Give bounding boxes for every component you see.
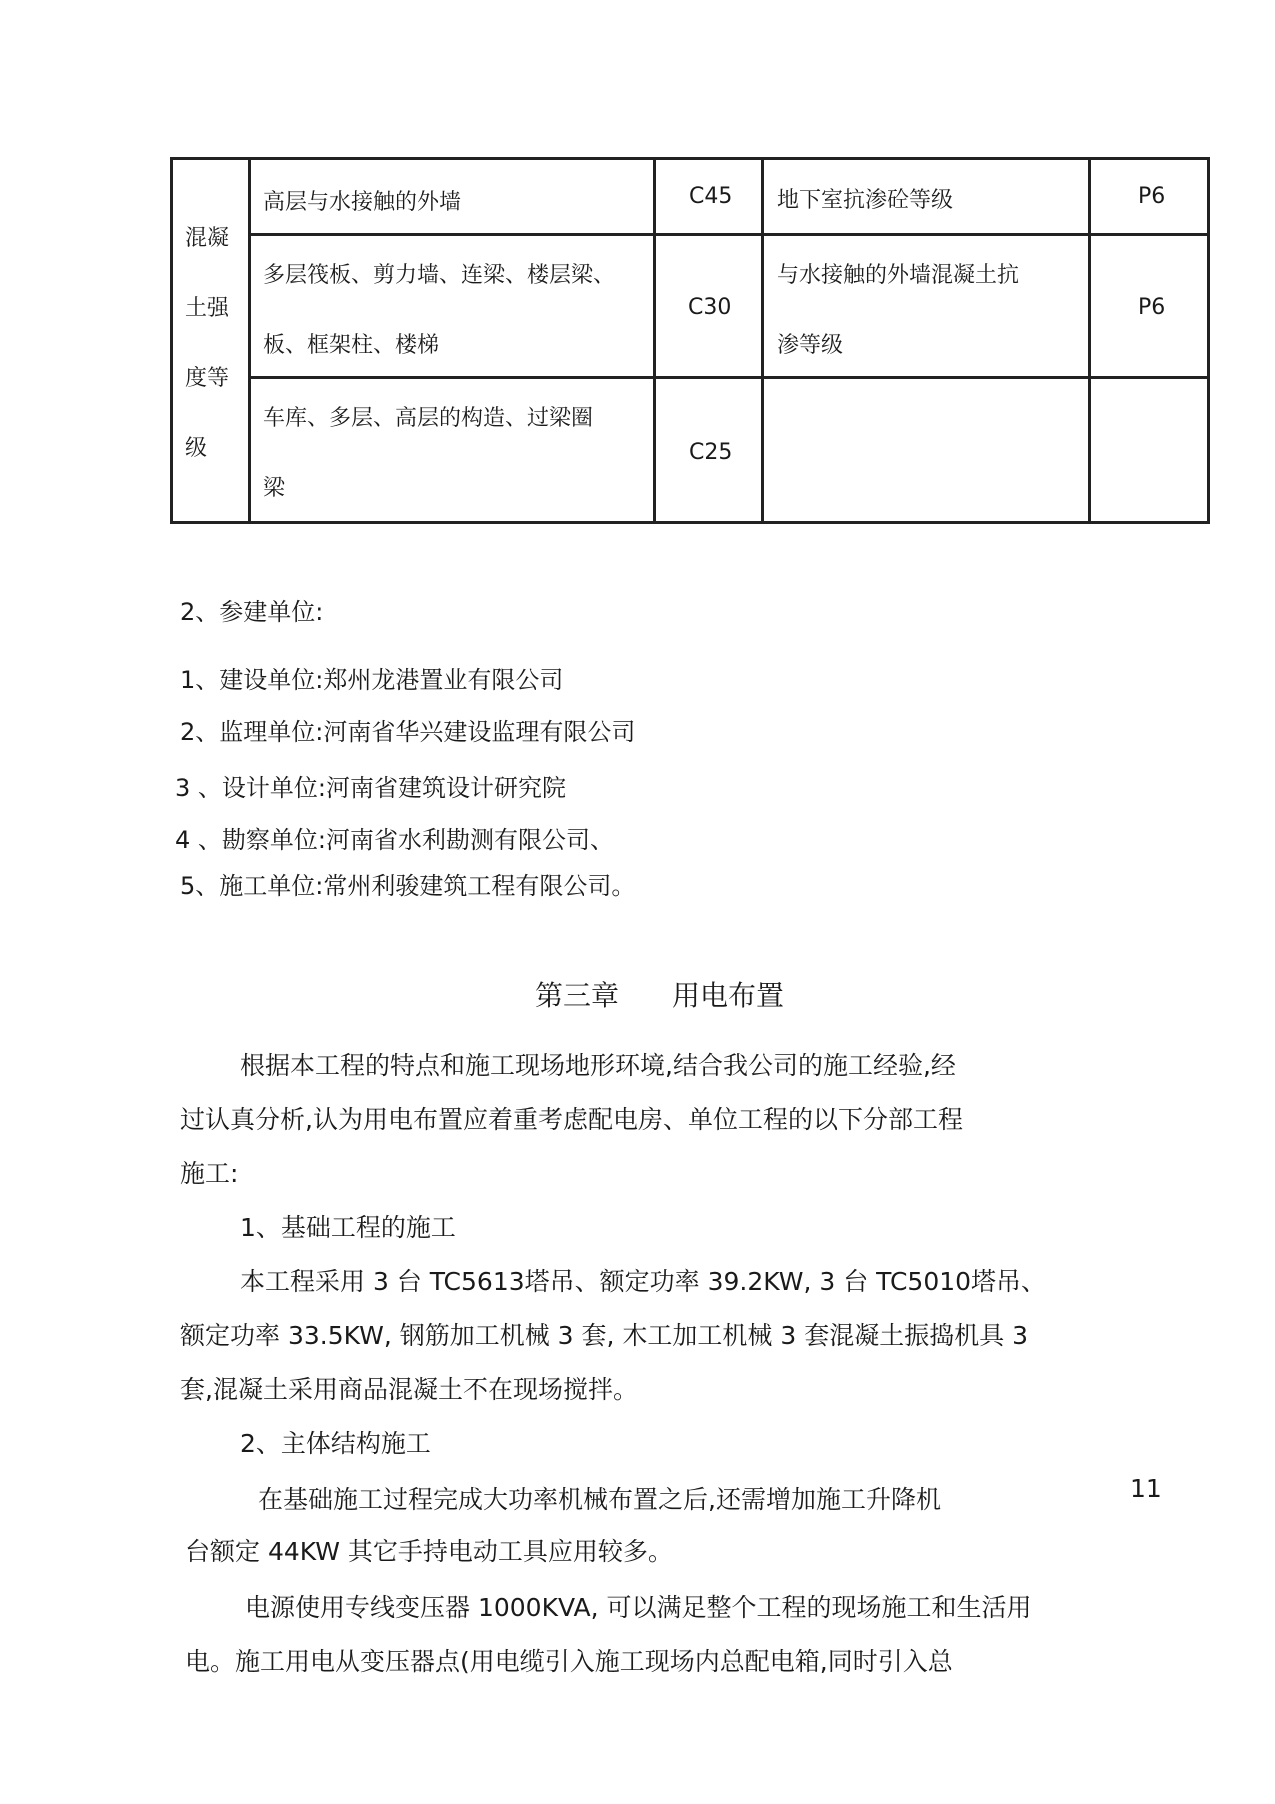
chapter-title: 用电布置: [672, 979, 785, 1012]
row2-grade: C30: [688, 295, 732, 320]
row2-impermeability-item-line2: 渗等级: [777, 333, 844, 358]
body-line: 额定功率 33.5KW, 钢筋加工机械 3 套, 木工加工机械 3 套混凝土振捣机具 3: [180, 1321, 1029, 1350]
table-col-divider: [1088, 160, 1091, 521]
section-heading: 1、基础工程的施工: [240, 1213, 456, 1242]
body-line: 套,混凝土采用商品混凝土不在现场搅拌。: [180, 1375, 638, 1404]
category-line: 度等: [185, 366, 230, 391]
row1-impermeability-grade: P6: [1138, 184, 1166, 209]
row2-impermeability-grade: P6: [1138, 295, 1166, 320]
participants-heading: 2、参建单位:: [180, 598, 324, 626]
body-line: 本工程采用 3 台 TC5613塔吊、额定功率 39.2KW, 3 台 TC5010塔吊、: [240, 1267, 1047, 1296]
body-line: 施工:: [180, 1159, 239, 1188]
chapter-number: 第三章: [535, 979, 620, 1012]
body-line: 电。施工用电从变压器点(用电缆引入施工现场内总配电箱,同时引入总: [185, 1647, 953, 1676]
row3-item-line1: 车库、多层、高层的构造、过梁圈: [263, 406, 594, 431]
row3-grade: C25: [689, 440, 733, 465]
table-row-divider: [248, 233, 1207, 236]
category-line: 级: [185, 436, 208, 461]
body-line: 在基础施工过程完成大功率机械布置之后,还需增加施工升降机: [258, 1485, 941, 1514]
participant-item: 3 、设计单位:河南省建筑设计研究院: [175, 774, 566, 802]
participant-item: 5、施工单位:常州利骏建筑工程有限公司。: [180, 872, 636, 900]
row3-item-line2: 梁: [263, 476, 286, 501]
body-line: 根据本工程的特点和施工现场地形环境,结合我公司的施工经验,经: [240, 1051, 956, 1080]
row2-item-line2: 板、框架柱、楼梯: [263, 333, 440, 358]
table-col-divider: [761, 160, 764, 521]
participant-item: 1、建设单位:郑州龙港置业有限公司: [180, 666, 564, 694]
row1-grade: C45: [689, 184, 733, 209]
table-row-divider: [248, 376, 1207, 379]
body-line: 台额定 44KW 其它手持电动工具应用较多。: [185, 1537, 673, 1566]
body-line-number: 11: [1130, 1474, 1162, 1503]
body-line: 电源使用专线变压器 1000KVA, 可以满足整个工程的现场施工和生活用: [245, 1593, 1032, 1622]
table-col-divider: [248, 160, 251, 521]
category-line: 混凝: [185, 226, 230, 251]
participant-item: 2、监理单位:河南省华兴建设监理有限公司: [180, 718, 636, 746]
row1-impermeability-item: 地下室抗渗砼等级: [777, 188, 954, 213]
row1-item: 高层与水接触的外墙: [263, 190, 462, 215]
table-col-divider: [653, 160, 656, 521]
body-line: 过认真分析,认为用电布置应着重考虑配电房、单位工程的以下分部工程: [180, 1105, 963, 1134]
concrete-grade-table: [170, 157, 1210, 524]
section-heading: 2、主体结构施工: [240, 1429, 431, 1458]
row2-impermeability-item-line1: 与水接触的外墙混凝土抗: [777, 263, 1020, 288]
category-line: 土强: [185, 296, 230, 321]
participant-item: 4 、勘察单位:河南省水利勘测有限公司、: [175, 826, 614, 854]
row2-item-line1: 多层筏板、剪力墙、连梁、楼层梁、: [263, 263, 616, 288]
